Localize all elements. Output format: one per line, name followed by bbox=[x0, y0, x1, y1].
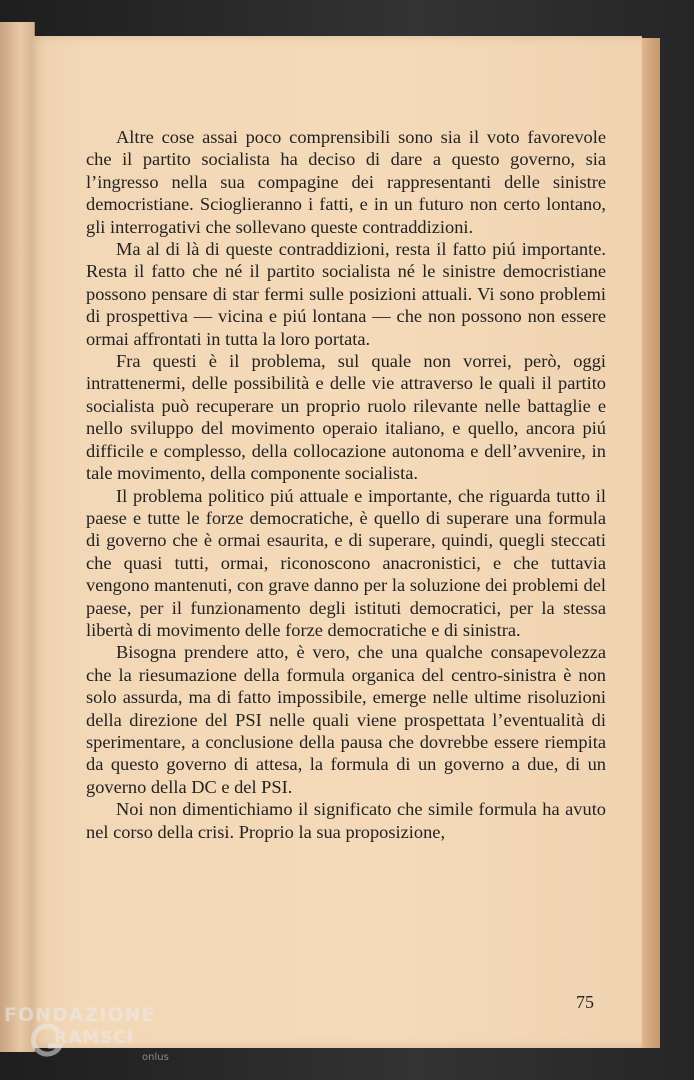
page-number: 75 bbox=[576, 992, 594, 1012]
watermark-title: FONDAZIONE bbox=[4, 1004, 156, 1026]
paragraph: Altre cose assai poco comprensibili sono sia il voto favorevole che il partito socialista ha deciso di dare a questo governo, sia l’ingresso nella sua compagine dei rappresentanti delle sinistre democristiane. Scioglieranno i fatti, e in un futuro non certo lontano, gli interrogativi che sollevano queste contraddizioni. bbox=[86, 127, 606, 237]
body-text bbox=[86, 126, 606, 843]
paragraph: Fra questi è il problema, sul quale non vorrei, però, oggi intrattenermi, delle possibilità e delle vie attraverso le quali il partito socialista può recuperare un proprio ruolo rilevante nelle battaglie e nello sviluppo del movimento operaio italiano, e quello, ancora piú difficile e complesso, della collocazione autonoma e dell’avvenire, in tale movimento, della componente socialista. bbox=[86, 351, 606, 484]
paragraph: Il problema politico piú attuale e importante, che riguarda tutto il paese e tutte le forze democratiche, è quello di superare una formula di governo che è ormai esaurita, e di superare, quindi, quegli steccati che quasi tutti, ormai, riconoscono anacronistici, e che tuttavia vengono mantenuti, con grave danno per la soluzione dei problemi del paese, per il funzionamento degli istituti democratici, per la stessa libertà di movimento delle forze democratiche e di sinistra. bbox=[86, 485, 606, 640]
paragraph: Noi non dimentichiamo il significato che simile formula ha avuto nel corso della crisi. Proprio la sua proposizione, bbox=[86, 799, 606, 842]
paragraph: Bisogna prendere atto, è vero, che una qualche consapevolezza che la riesumazione della formula organica del centro-sinistra è non solo assurda, ma di fatto impossibile, emerge nelle ultime risoluzioni della direzione del PSI nelle quali viene prospettata l’eventualità di sperimentare, a conclusione della pausa che dovrebbe essere riempita da questo governo di attesa, la formula di un governo a due, di un governo della DC e del PSI. bbox=[86, 642, 606, 797]
book-page bbox=[30, 36, 642, 1048]
watermark-suffix: onlus bbox=[142, 1052, 169, 1063]
paragraph: Ma al di là di queste contraddizioni, resta il fatto piú importante. Resta il fatto che né il partito socialista né le sinistre democristiane possono pensare di star fermi sulle posizioni attuali. Vi sono problemi di prospettiva — vicina e piú lontana — che non possono non essere ormai affrontati in tutta la loro portata. bbox=[86, 239, 606, 349]
watermark-subtitle: RAMSCI bbox=[54, 1028, 135, 1048]
